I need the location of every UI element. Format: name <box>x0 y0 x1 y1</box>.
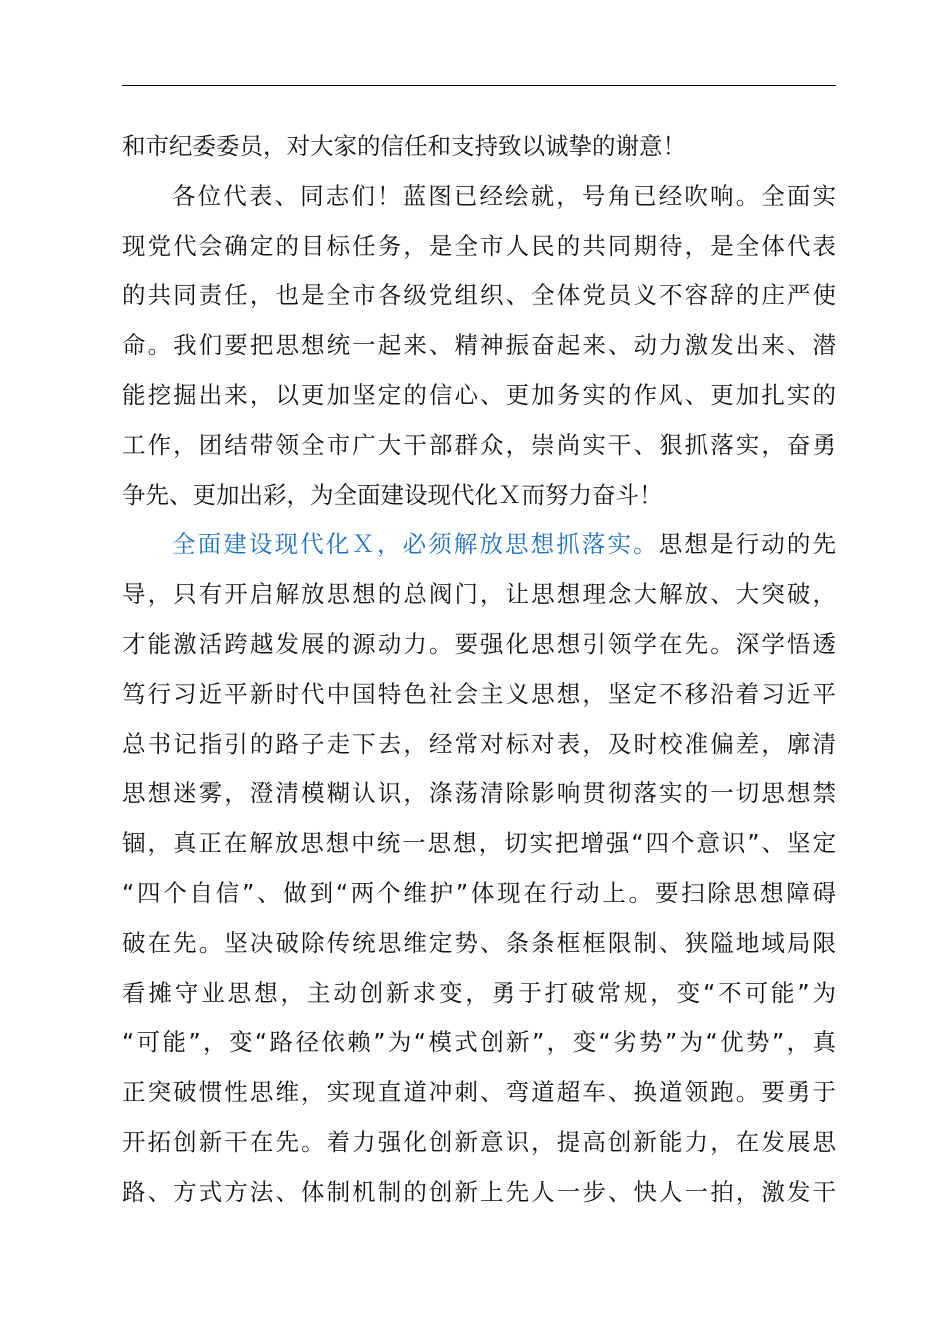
line-text: “四个自信”、做到“两个维护”体现在行动上。要扫除思想障碍 <box>122 878 836 907</box>
line-text: 思想迷雾，澄清模糊认识，涤荡清除影响贯彻落实的一切思想禁 <box>122 779 836 808</box>
highlighted-heading: 全面建设现代化Ｘ，必须解放思想抓落实。 <box>172 530 659 559</box>
text-line <box>122 371 836 421</box>
text-line <box>122 471 836 521</box>
line-text: 破在先。坚决破除传统思维定势、条条框框限制、狭隘地域局限 <box>122 928 836 957</box>
line-text: 争先、更加出彩，为全面建设现代化Ｘ而努力奋斗！ <box>122 480 663 509</box>
body-text <box>122 122 836 1218</box>
text-line <box>122 321 836 371</box>
text-line <box>122 769 836 819</box>
line-text: 现党代会确定的目标任务，是全市人民的共同期待，是全体代表 <box>122 231 836 260</box>
text-line <box>122 720 836 770</box>
line-text: 命。我们要把思想统一起来、精神振奋起来、动力激发出来、潜 <box>122 331 836 360</box>
line-text: 导，只有开启解放思想的总阀门，让思想理念大解放、大突破， <box>122 580 836 609</box>
line-text: 路、方式方法、体制机制的创新上先人一步、快人一拍，激发干 <box>122 1177 836 1206</box>
line-text: 能挖掘出来，以更加坚定的信心、更加务实的作风、更加扎实的 <box>122 380 836 409</box>
text-line <box>122 421 836 471</box>
line-text: 笃行习近平新时代中国特色社会主义思想，坚定不移沿着习近平 <box>122 679 836 708</box>
text-line <box>122 271 836 321</box>
text-line <box>122 1168 836 1218</box>
text-line <box>122 172 836 222</box>
text-line <box>122 1118 836 1168</box>
line-text: 的共同责任，也是全市各级党组织、全体党员义不容辞的庄严使 <box>122 281 836 310</box>
text-line <box>122 969 836 1019</box>
text-line <box>122 670 836 720</box>
line-text: 思想是行动的先 <box>658 530 836 559</box>
text-line <box>122 919 836 969</box>
line-text: 各位代表、同志们！蓝图已经绘就，号角已经吹响。全面实 <box>172 181 836 210</box>
header-rule <box>122 85 836 86</box>
text-line <box>122 620 836 670</box>
line-text: 锢，真正在解放思想中统一思想，切实把增强“四个意识”、坚定 <box>122 829 836 858</box>
text-line <box>122 1018 836 1068</box>
line-text: 正突破惯性思维，实现直道冲刺、弯道超车、换道领跑。要勇于 <box>122 1078 836 1107</box>
line-text: 才能激活跨越发展的源动力。要强化思想引领学在先。深学悟透 <box>122 629 836 658</box>
line-text: 总书记指引的路子走下去，经常对标对表，及时校准偏差，廓清 <box>122 729 836 758</box>
text-line <box>122 570 836 620</box>
line-text: 工作，团结带领全市广大干部群众，崇尚实干、狠抓落实，奋勇 <box>122 430 836 459</box>
line-text: “可能”，变“路径依赖”为“模式创新”，变“劣势”为“优势”，真 <box>122 1028 836 1057</box>
text-line <box>122 1068 836 1118</box>
text-line <box>122 819 836 869</box>
text-line <box>122 520 836 570</box>
text-line <box>122 869 836 919</box>
line-text: 和市纪委委员，对大家的信任和支持致以诚挚的谢意！ <box>122 132 686 160</box>
text-line <box>122 122 836 172</box>
line-text: 开拓创新干在先。着力强化创新意识，提高创新能力，在发展思 <box>122 1127 836 1156</box>
text-line <box>122 222 836 272</box>
line-text: 看摊守业思想，主动创新求变，勇于打破常规，变“不可能”为 <box>122 978 836 1007</box>
